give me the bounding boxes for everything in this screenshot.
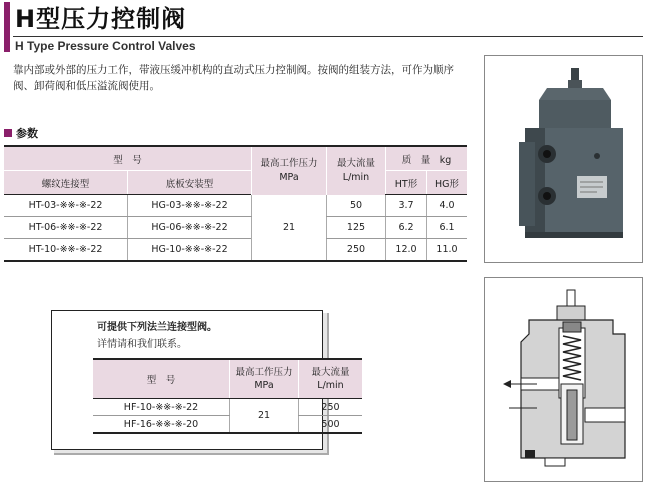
cell-hg: 4.0	[427, 195, 468, 217]
cell-hg: 6.1	[427, 217, 468, 239]
cell-flange-flow: 250	[299, 399, 363, 416]
cell-ht: 12.0	[386, 239, 427, 262]
cell-thread: HT-06-※※-※-22	[4, 217, 128, 239]
params-table	[4, 145, 467, 262]
cell-flange-pressure: 21	[230, 399, 299, 434]
cell-thread: HT-03-※※-※-22	[4, 195, 128, 217]
valve-section-illustration	[485, 278, 642, 481]
table-row	[4, 217, 467, 239]
flange-note: 详情请和我们联系。	[97, 339, 187, 350]
th-model: 型 号	[4, 146, 252, 171]
th-flange-pressure-label: 最高工作压力	[235, 367, 293, 378]
page-title: H型压力控制阀	[15, 5, 187, 33]
valve-section-diagram	[484, 277, 643, 482]
th-hg: HG形	[427, 171, 468, 195]
cell-base: HG-10-※※-※-22	[128, 239, 252, 262]
th-pressure	[252, 146, 327, 195]
th-flange-pressure-unit: MPa	[254, 380, 274, 391]
th-flange-model: 型 号	[93, 359, 230, 399]
cell-flange-model: HF-16-※※-※-20	[93, 416, 230, 434]
th-pressure-unit: MPa	[279, 171, 299, 183]
cell-flow: 50	[327, 195, 386, 217]
cell-thread: HT-10-※※-※-22	[4, 239, 128, 262]
th-flange-flow-unit: L/min	[317, 380, 344, 391]
th-flange-flow	[299, 359, 363, 399]
th-ht: HT形	[386, 171, 427, 195]
cell-ht: 6.2	[386, 217, 427, 239]
table-row	[93, 416, 362, 434]
table-row	[93, 399, 362, 416]
flange-title: 可提供下列法兰连接型阀。	[97, 322, 217, 333]
title-rule	[13, 36, 643, 37]
cell-flange-flow: 500	[299, 416, 363, 434]
cell-flange-model: HF-10-※※-※-22	[93, 399, 230, 416]
th-thread: 螺纹连接型	[4, 171, 128, 195]
page-subtitle: H Type Pressure Control Valves	[15, 39, 196, 53]
th-base: 底板安装型	[128, 171, 252, 195]
cell-base: HG-06-※※-※-22	[128, 217, 252, 239]
cell-pressure: 21	[252, 195, 327, 262]
cell-hg: 11.0	[427, 239, 468, 262]
th-pressure-label: 最高工作压力	[260, 157, 318, 169]
section-square-icon	[4, 129, 12, 137]
th-weight: 质 量 kg	[386, 146, 468, 171]
th-flow	[327, 146, 386, 195]
cell-base: HG-03-※※-※-22	[128, 195, 252, 217]
th-flange-flow-label: 最大流量	[311, 367, 350, 378]
params-section-heading	[4, 125, 38, 141]
th-flow-label: 最大流量	[336, 157, 375, 169]
title-accent-bar	[4, 2, 10, 52]
params-section-title: 参数	[16, 127, 38, 140]
th-flow-unit: L/min	[342, 171, 370, 183]
table-row	[4, 239, 467, 262]
table-row	[4, 195, 467, 217]
cell-flow: 250	[327, 239, 386, 262]
valve-photo	[484, 55, 643, 263]
flange-table	[93, 358, 362, 434]
cell-ht: 3.7	[386, 195, 427, 217]
valve-photo-illustration	[485, 56, 642, 262]
th-flange-pressure	[230, 359, 299, 399]
cell-flow: 125	[327, 217, 386, 239]
description-text: 靠内部或外部的压力工作，带液压缓冲机构的直动式压力控制阀。按阀的组装方法，可作为顺序阀、卸荷阀和低压溢流阀使用。	[13, 64, 454, 92]
